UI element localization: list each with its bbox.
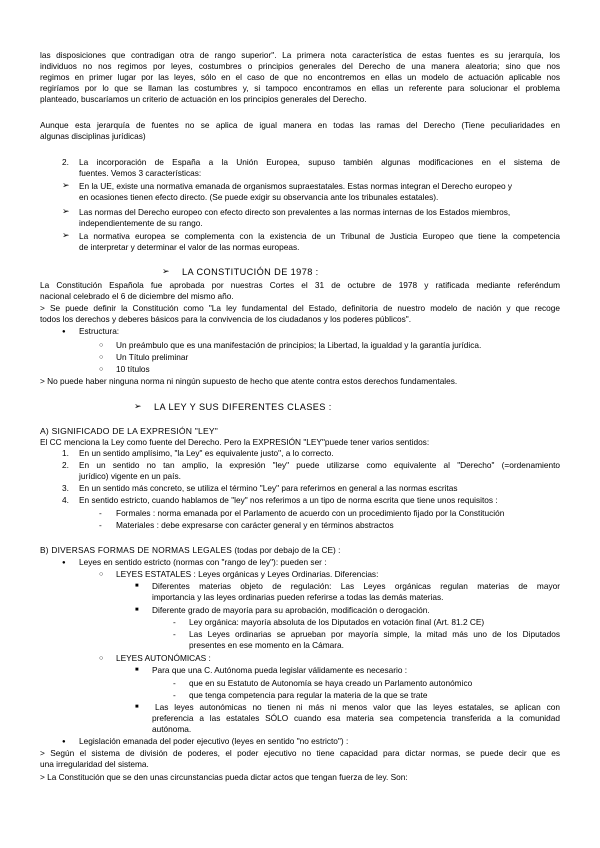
square-bullet-icon: ■: [135, 667, 139, 673]
constitucion-heading: LA CONSTITUCIÓN DE 1978 :: [182, 267, 319, 277]
point2-line-2: fuentes. Vemos 3 características:: [79, 168, 202, 178]
intro-line-2: individuos no nos regimos por leyes, costumbres o principios generales del Derecho de una manera aleatoria; sino que nos: [40, 61, 560, 71]
intro-line-5: planteado, buscaríamos un criterio de actuación en los principios generales del Derecho.: [40, 94, 367, 104]
point2-number: 2.: [62, 157, 69, 167]
circle-bullet-icon: ○: [99, 655, 104, 662]
dash-bullet: -: [173, 678, 176, 688]
autonomicas-item-2-line-2: preferencia a las estatales SÓLO cuando esa materia sea competencia transferida a la comunidad: [152, 713, 560, 723]
ue-item-2-line-1: Las normas del Derecho europeo con efecto directo son prevalentes a las normas internas de los Estados miembros,: [79, 207, 511, 217]
sense-4-line-1: En sentido estricto, cuando hablamos de "ley" nos referimos a un tipo de norma escrita que tiene unos requisitos :: [79, 495, 498, 505]
leyes-autonomicas: LEYES AUTONÓMICAS :: [116, 653, 211, 663]
intro-line-1: las disposiciones que contradigan otra de rango superior". La primera nota característica de estas fuentes es su jerarquía, los: [40, 50, 560, 60]
strict-formales: Formales : norma emanada por el Parlamento de acuerdo con un procedimiento fijado por la Constitución: [116, 508, 505, 518]
estatales-item-1-line-1: Diferentes materias objeto de regulación: Las Leyes orgánicas regulan materias de mayor: [152, 581, 560, 591]
mayoria-ordinaria-line-2: presentes en ese momento en la Cámara.: [189, 640, 344, 650]
autonomicas-item-2-line-1: Las leyes autonómicas no tienen ni más ni menos valor que las leyes estatales, se aplican con: [155, 702, 560, 712]
section-b-title-row: [40, 545, 340, 556]
sense-2-number: 2.: [62, 460, 69, 470]
arrow-bullet-icon: ➢: [62, 230, 70, 240]
requisito-competencia: que tenga competencia para regular la materia de la que se trate: [189, 690, 428, 700]
sense-2-line-1: En un sentido no tan amplio, la expresión "ley" puede utilizarse como equivalente al "Derecho" (=ordenamiento: [79, 460, 560, 470]
constitucion-line-1: La Constitución Española fue aprobada por nuestras Cortes el 31 de octubre de 1978 y ratificada mediante referéndum: [40, 280, 560, 290]
jerarquia-line-1: Aunque esta jerarquía de fuentes no se aplica de igual manera en todas las ramas del Derecho (Tiene peculiaridades en: [40, 120, 560, 130]
dash-bullet: -: [173, 690, 176, 700]
autonomicas-item-2-line-3: autónoma.: [152, 724, 192, 734]
ue-item-3-line-1: La normativa europea se complementa con la existencia de un Tribunal de Justicia Europeo que tiene la competencia: [79, 231, 560, 241]
mayoria-ordinaria-line-1: Las Leyes ordinarias se aprueban por mayoría simple, la mitad más uno de los Diputados: [189, 629, 560, 639]
sense-2-line-2: jurídico) vigente en un país.: [79, 471, 181, 481]
disc-bullet-icon: ●: [62, 560, 66, 566]
constitucion-closing: > No puede haber ninguna norma ni ningún supuesto de hecho que atente contra estos derechos fundamentales.: [40, 376, 458, 386]
estructura-item-3: 10 títulos: [116, 364, 150, 374]
sense-4-number: 4.: [62, 495, 69, 505]
circle-bullet-icon: ○: [99, 571, 104, 578]
circle-bullet-icon: ○: [99, 366, 104, 373]
sense-1-line-1: En un sentido amplísimo, "la Ley" es equivalente justo", a lo correcto.: [79, 448, 334, 458]
point2-line-1: La incorporación de España a la Unión Europea, supuso también algunas modificaciones en el sistema de: [79, 157, 560, 167]
constitucion-line-4: todos los derechos y deberes básicos para la convivencia de los ciudadanos y los poderes públicos".: [40, 314, 411, 324]
intro-line-3: regimos en primer lugar por las leyes, sólo en el caso de que no encontremos en ellas un modelo de actuación aplicable nos: [40, 72, 560, 82]
disc-bullet-icon: ●: [62, 329, 66, 335]
sense-3-line-1: En un sentido más concreto, se utiliza el término "Ley" para referirnos en general a las normas escritas: [79, 483, 458, 493]
ue-item-1-line-2: en ocasiones tienen efecto directo. (Se puede exigir su observancia ante los tribunales estatales).: [79, 192, 439, 202]
legislacion-ejecutivo: Legislación emanada del poder ejecutivo (leyes en sentido "no estricto") :: [79, 736, 349, 746]
autonomicas-item-1: Para que una C. Autónoma pueda legislar válidamente es necesario :: [152, 665, 408, 675]
estatales-item-2-line-1: Diferente grado de mayoría para su aprobación, modificación o derogación.: [152, 605, 430, 615]
constitucion-line-3: > Se puede definir la Constitución como "La ley fundamental del Estado, definitoria de nuestro modelo de nación y que recoge: [40, 303, 560, 313]
dash-bullet: -: [99, 520, 102, 530]
ue-item-2-line-2: independientemente de su rango.: [79, 218, 203, 228]
section-b-title: B) DIVERSAS FORMAS DE NORMAS LEGALES: [40, 545, 233, 555]
dash-bullet: -: [99, 508, 102, 518]
leyes-sentido-estricto: Leyes en sentido estricto (normas con "rango de ley"): pueden ser :: [79, 557, 327, 567]
estructura-item-1: Un preámbulo que es una manifestación de principios; la Libertad, la igualdad y la garantía jurídica.: [116, 340, 482, 350]
requisito-estatuto: que en su Estatuto de Autonomía se haya creado un Parlamento autonómico: [189, 678, 473, 688]
estatales-item-1-line-2: importancia y las leyes ordinarias pueden referirse a todas las demás materias.: [152, 592, 444, 602]
arrow-heading-icon: ➢: [162, 266, 170, 276]
section-a-title: A) SIGNIFICADO DE LA EXPRESIÓN "LEY": [40, 426, 219, 436]
arrow-bullet-icon: ➢: [62, 206, 70, 216]
estructura-label: Estructura:: [79, 326, 120, 336]
circle-bullet-icon: ○: [99, 354, 104, 361]
section-a-intro: El CC menciona la Ley como fuente del Derecho. Pero la EXPRESIÓN "LEY"puede tener varios sentidos:: [40, 437, 430, 447]
strict-materiales: Materiales : debe expresarse con carácter general y en términos abstractos: [116, 520, 394, 530]
ue-item-3-line-2: de interpretar y determinar el valor de las normas europeas.: [79, 242, 300, 252]
square-bullet-icon: ■: [135, 583, 139, 589]
estructura-item-2: Un Título preliminar: [116, 352, 189, 362]
intro-line-4: regiríamos por lo que se llaman las costumbres y, si tampoco encontramos en ellas un referente para solucionar el problema: [40, 83, 560, 93]
jerarquia-line-2: algunas disciplinas jurídicas): [40, 131, 146, 141]
final-line-3: > La Constitución que se den unas circunstancias pueda dictar actos que tengan fuerza de ley. Son:: [40, 772, 408, 782]
ley-heading: LA LEY Y SUS DIFERENTES CLASES :: [154, 402, 332, 412]
section-b-suffix: (todas por debajo de la CE) :: [232, 545, 341, 555]
dash-bullet: -: [173, 617, 176, 627]
arrow-heading-icon: ➢: [134, 401, 142, 411]
ue-item-1-line-1: En la UE, existe una normativa emanada de organismos supraestatales. Estas normas integran el Derecho europeo y: [79, 181, 513, 191]
square-bullet-icon: ■: [135, 704, 139, 710]
mayoria-organica: Ley orgánica: mayoría absoluta de los Diputados en votación final (Art. 81.2 CE): [189, 617, 485, 627]
dash-bullet: -: [173, 629, 176, 639]
constitucion-line-2: nacional celebrado el 6 de diciembre del mismo año.: [40, 291, 234, 301]
circle-bullet-icon: ○: [99, 342, 104, 349]
square-bullet-icon: ■: [135, 607, 139, 613]
sense-1-number: 1.: [62, 448, 69, 458]
arrow-bullet-icon: ➢: [62, 180, 70, 190]
sense-3-number: 3.: [62, 483, 69, 493]
final-line-1: > Según el sistema de división de poderes, el poder ejecutivo no tiene capacidad para dictar normas, se puede decir que es: [40, 748, 560, 758]
disc-bullet-icon: ●: [62, 739, 66, 745]
leyes-estatales: LEYES ESTATALES : Leyes orgánicas y Leyes Ordinarias. Diferencias:: [116, 569, 379, 579]
final-line-2: una irregularidad del sistema.: [40, 759, 149, 769]
